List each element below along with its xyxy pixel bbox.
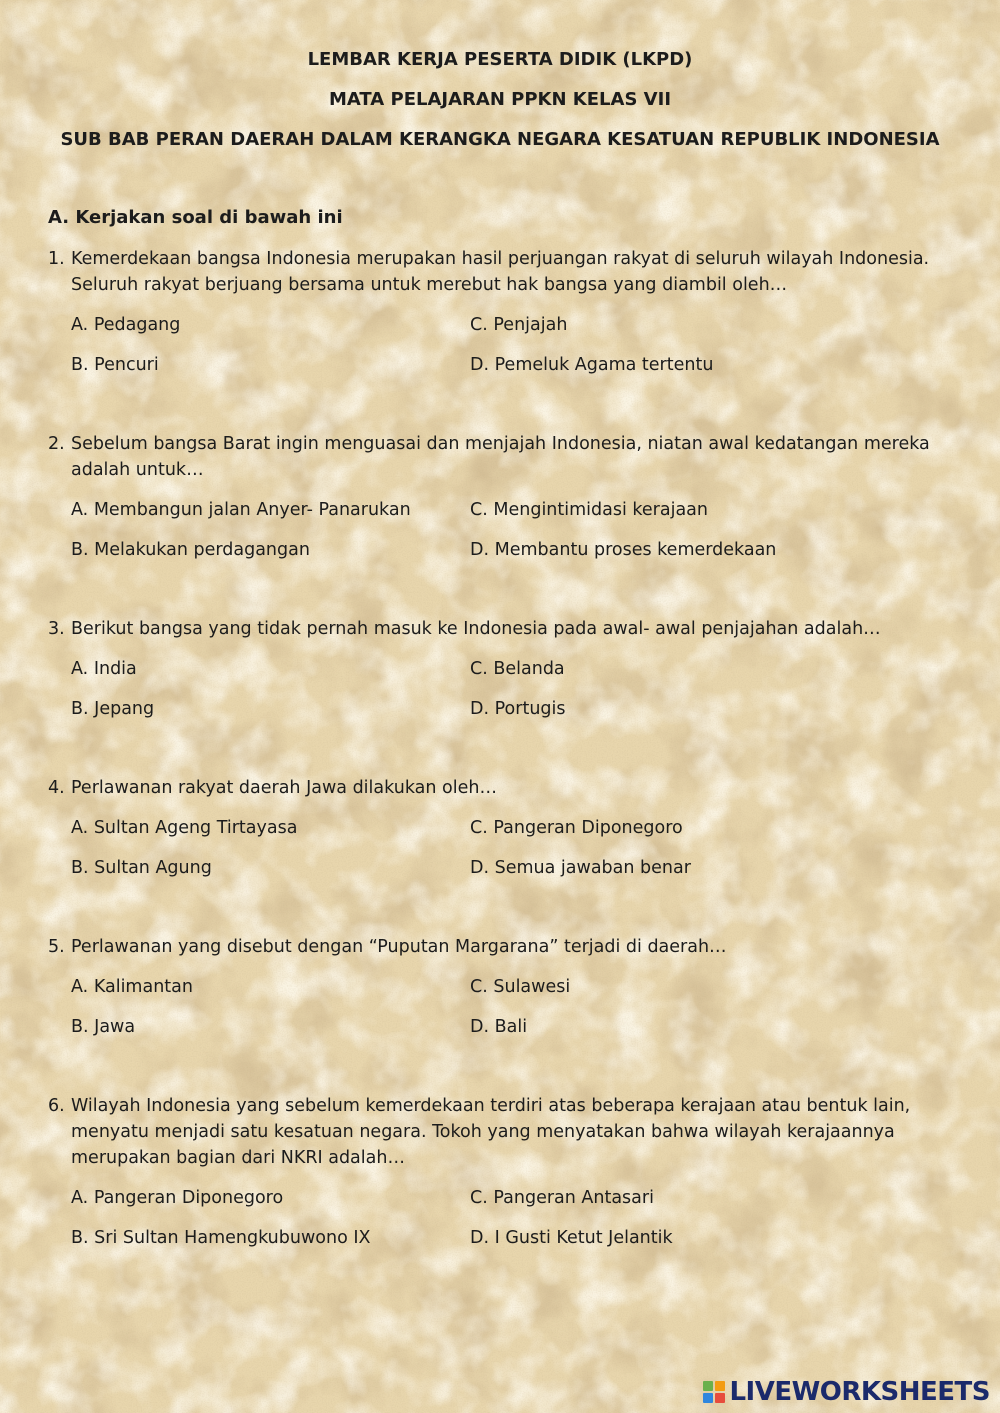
option-c[interactable] [470, 967, 870, 1007]
option-c[interactable] [470, 808, 870, 848]
sub-bab-title: SUB BAB PERAN DAERAH DALAM KERANGKA NEGARA KESATUAN REPUBLIK INDONESIA [60, 129, 940, 150]
option-letter: D. [470, 1228, 490, 1248]
option-text: Pedagang [93, 315, 181, 335]
answer-options [71, 967, 971, 1047]
logo-tile [715, 1393, 725, 1403]
answer-options [71, 1178, 971, 1258]
option-letter: C. [470, 977, 488, 997]
option-b[interactable] [71, 848, 470, 888]
option-text: Jepang [94, 699, 155, 719]
option-a[interactable] [71, 967, 470, 1007]
question-text [71, 775, 971, 801]
question-4 [48, 775, 971, 888]
logo-tile [715, 1381, 725, 1391]
option-letter: C. [470, 818, 488, 838]
option-text: I Gusti Ketut Jelantik [494, 1228, 673, 1248]
option-text: Belanda [493, 659, 565, 679]
option-text: Bali [494, 1017, 528, 1037]
option-text: Membantu proses kemerdekaan [494, 540, 777, 560]
option-letter: C. [470, 315, 488, 335]
question-6 [48, 1093, 971, 1258]
question-text [71, 1093, 971, 1171]
question-text [71, 431, 971, 483]
question-text-line: menyatu menjadi satu kesatuan negara. Tokoh yang menyatakan bahwa wilayah kerajaannya [71, 1122, 895, 1142]
answer-options [71, 808, 971, 888]
option-a[interactable] [71, 305, 470, 345]
question-text-line: Perlawanan rakyat daerah Jawa dilakukan oleh… [71, 778, 497, 798]
option-letter: B. [71, 1017, 89, 1037]
subject-title: MATA PELAJARAN PPKN KELAS VII [328, 89, 672, 110]
option-a[interactable] [71, 649, 470, 689]
option-b[interactable] [71, 1218, 470, 1258]
option-b[interactable] [71, 1007, 470, 1047]
question-list [48, 246, 971, 1304]
question-text [71, 616, 971, 642]
option-text: Mengintimidasi kerajaan [493, 500, 708, 520]
option-text: Penjajah [493, 315, 568, 335]
option-text: Jawa [94, 1017, 136, 1037]
answer-options [71, 305, 971, 385]
question-1 [48, 246, 971, 385]
option-text: Pangeran Diponegoro [493, 818, 683, 838]
option-b[interactable] [71, 530, 470, 570]
option-letter: B. [71, 858, 89, 878]
option-d[interactable] [470, 1218, 870, 1258]
option-d[interactable] [470, 1007, 870, 1047]
option-text: Pemeluk Agama tertentu [494, 355, 714, 375]
worksheet-header [0, 40, 1000, 160]
option-text: Pencuri [94, 355, 159, 375]
question-text-line: Sebelum bangsa Barat ingin menguasai dan menjajah Indonesia, niatan awal kedatangan mereka [71, 434, 930, 454]
question-text-line: merupakan bagian dari NKRI adalah… [71, 1148, 405, 1168]
option-text: Membangun jalan Anyer- Panarukan [93, 500, 411, 520]
option-a[interactable] [71, 808, 470, 848]
option-b[interactable] [71, 345, 470, 385]
option-d[interactable] [470, 530, 870, 570]
option-letter: A. [71, 315, 89, 335]
question-text-line: Seluruh rakyat berjuang bersama untuk merebut hak bangsa yang diambil oleh… [71, 275, 788, 295]
option-letter: D. [470, 858, 490, 878]
question-number: 5. [48, 937, 65, 957]
option-c[interactable] [470, 305, 870, 345]
option-text: Sultan Agung [94, 858, 212, 878]
option-a[interactable] [71, 490, 470, 530]
question-number: 3. [48, 619, 65, 639]
option-letter: A. [71, 977, 89, 997]
question-text [71, 934, 971, 960]
liveworksheets-logo-icon [703, 1381, 725, 1403]
option-c[interactable] [470, 1178, 870, 1218]
option-letter: D. [470, 355, 490, 375]
option-letter: C. [470, 659, 488, 679]
option-d[interactable] [470, 345, 870, 385]
option-c[interactable] [470, 490, 870, 530]
question-number: 1. [48, 249, 65, 269]
logo-tile [703, 1393, 713, 1403]
option-d[interactable] [470, 848, 870, 888]
option-letter: D. [470, 1017, 490, 1037]
question-3 [48, 616, 971, 729]
option-letter: D. [470, 699, 490, 719]
answer-options [71, 649, 971, 729]
question-text-line: Wilayah Indonesia yang sebelum kemerdekaan terdiri atas beberapa kerajaan atau bentuk lain, [71, 1096, 911, 1116]
option-text: Pangeran Antasari [493, 1188, 654, 1208]
question-text-line: Perlawanan yang disebut dengan “Puputan Margarana” terjadi di daerah… [71, 937, 727, 957]
option-a[interactable] [71, 1178, 470, 1218]
section-heading: A. Kerjakan soal di bawah ini [48, 207, 343, 228]
question-number: 2. [48, 434, 65, 454]
question-2 [48, 431, 971, 570]
logo-tile [703, 1381, 713, 1391]
option-text: India [93, 659, 137, 679]
option-letter: B. [71, 540, 89, 560]
option-text: Semua jawaban benar [494, 858, 691, 878]
option-letter: D. [470, 540, 490, 560]
question-text-line: Berikut bangsa yang tidak pernah masuk ke Indonesia pada awal- awal penjajahan adalah… [71, 619, 881, 639]
option-text: Sulawesi [493, 977, 571, 997]
option-text: Melakukan perdagangan [94, 540, 310, 560]
option-letter: A. [71, 818, 89, 838]
option-text: Sri Sultan Hamengkubuwono IX [94, 1228, 371, 1248]
question-number: 6. [48, 1096, 65, 1116]
option-letter: A. [71, 500, 89, 520]
option-letter: B. [71, 355, 89, 375]
question-number: 4. [48, 778, 65, 798]
liveworksheets-logo-text: LIVEWORKSHEETS [729, 1377, 990, 1407]
option-letter: B. [71, 699, 89, 719]
option-text: Sultan Ageng Tirtayasa [93, 818, 298, 838]
question-text [71, 246, 971, 298]
option-d[interactable] [470, 689, 870, 729]
question-text-line: adalah untuk… [71, 460, 204, 480]
option-text: Portugis [494, 699, 566, 719]
option-letter: C. [470, 500, 488, 520]
question-text-line: Kemerdekaan bangsa Indonesia merupakan hasil perjuangan rakyat di seluruh wilayah Indonesia. [71, 249, 930, 269]
option-letter: C. [470, 1188, 488, 1208]
option-c[interactable] [470, 649, 870, 689]
option-letter: B. [71, 1228, 89, 1248]
worksheet-title: LEMBAR KERJA PESERTA DIDIK (LKPD) [307, 49, 693, 70]
question-5 [48, 934, 971, 1047]
answer-options [71, 490, 971, 570]
option-letter: A. [71, 1188, 89, 1208]
option-text: Pangeran Diponegoro [93, 1188, 284, 1208]
option-b[interactable] [71, 689, 470, 729]
liveworksheets-logo[interactable] [703, 1377, 990, 1407]
option-text: Kalimantan [93, 977, 193, 997]
option-letter: A. [71, 659, 89, 679]
